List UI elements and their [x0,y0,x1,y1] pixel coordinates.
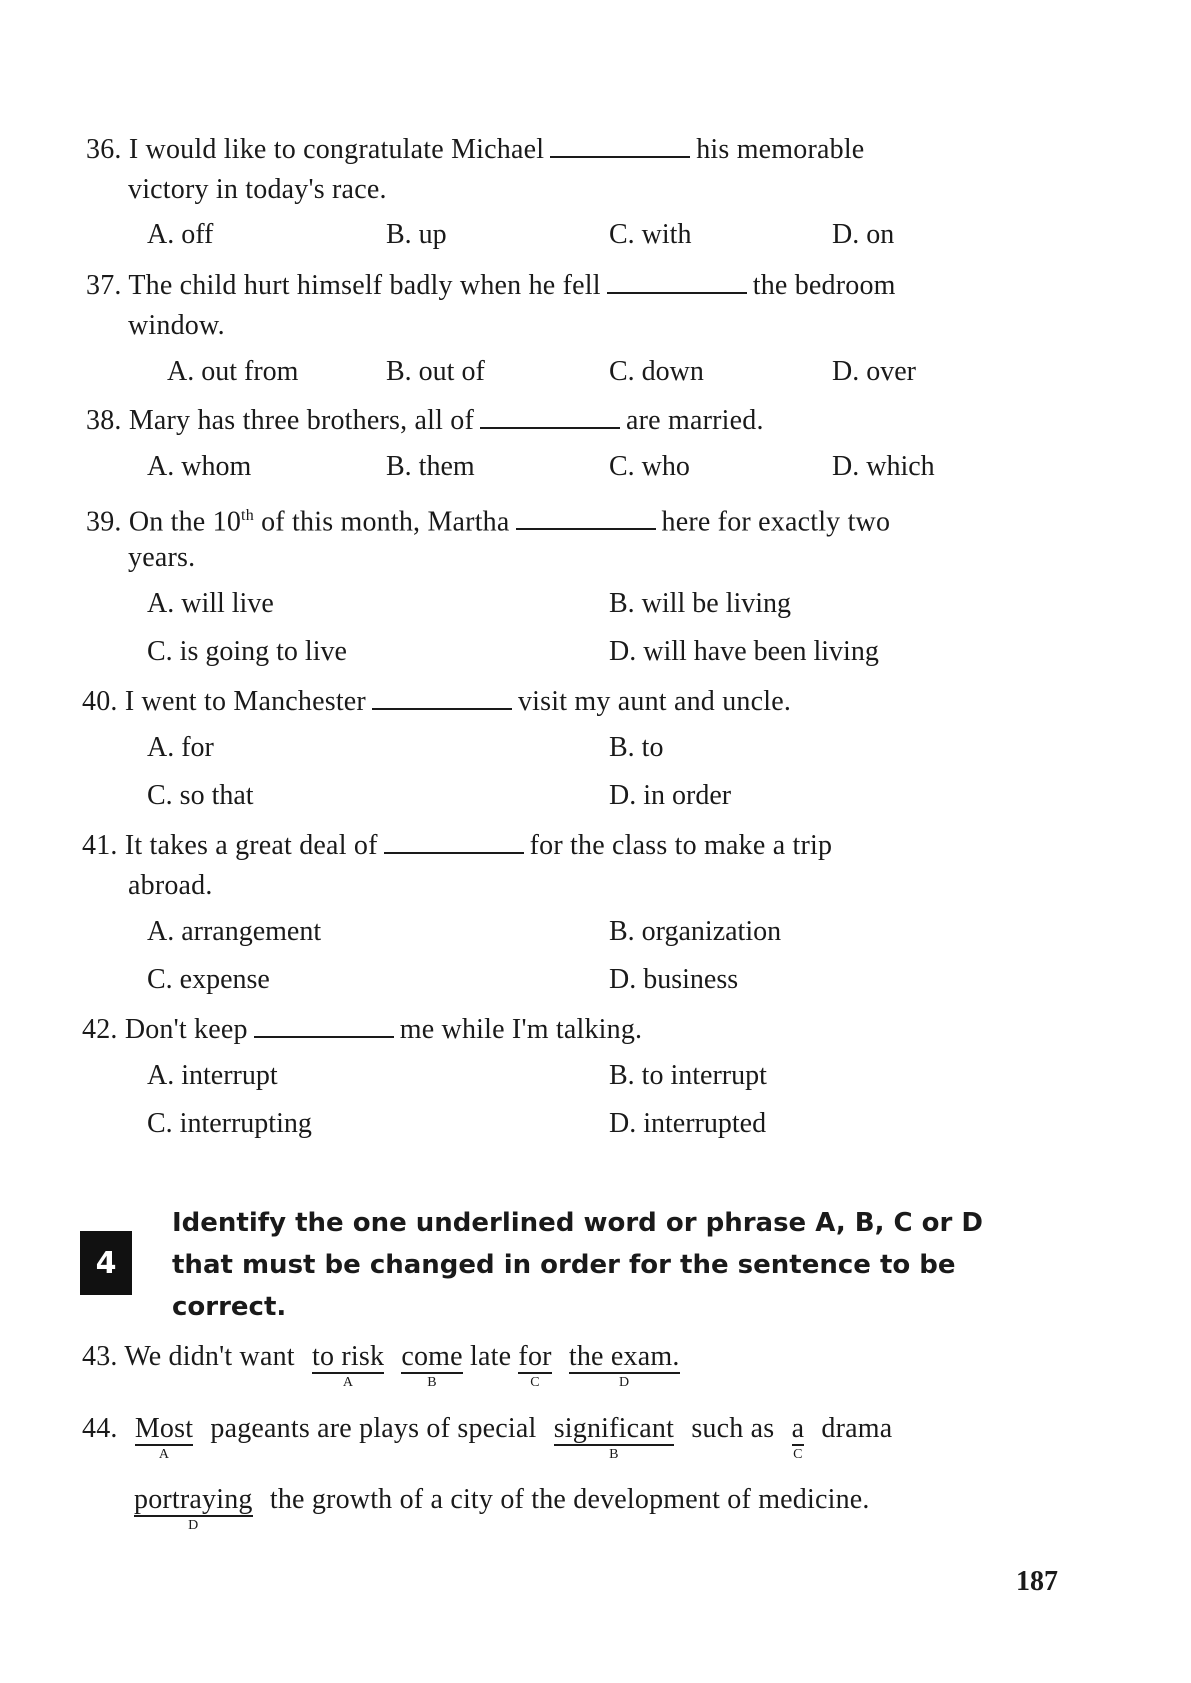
option-b: B. to [609,732,664,763]
question-text: for the class to make a trip [529,830,833,861]
underlined-choice-a: Most A [134,1413,194,1462]
option-c: C. interrupting [147,1108,312,1139]
question-37-line2: window. [128,310,225,341]
underlined-choice-d: the exam. D [568,1341,680,1390]
question-40-line1 [82,684,791,718]
question-number: 43. [82,1341,118,1372]
option-c: C. is going to live [147,636,347,667]
choice-letter: B [427,1375,437,1390]
question-text: the bedroom [752,270,896,301]
choice-letter: C [530,1375,540,1390]
underlined-choice-a: to risk A [311,1341,385,1390]
underlined-choice-b: come B [401,1341,463,1390]
option-c: C. expense [147,964,270,995]
answer-blank [516,504,656,530]
option-c: C. so that [147,780,254,811]
question-text: drama [821,1413,893,1444]
answer-blank [384,828,524,854]
answer-blank [550,132,690,158]
answer-blank [254,1012,394,1038]
option-b: B. will be living [609,588,791,619]
question-text: the growth of a city of the development of medicine. [269,1484,870,1515]
underlined-choice-c: for C [518,1341,552,1390]
answer-blank [480,403,620,429]
section-instruction-line1: Identify the one underlined word or phrase A, B, C or D [172,1208,983,1238]
option-d: D. interrupted [609,1108,767,1139]
question-43 [82,1341,680,1390]
ordinal-suffix: th [241,507,254,524]
choice-letter: B [609,1447,619,1462]
question-41-line1 [82,828,832,862]
section-instruction-line2: that must be changed in order for the sentence to be [172,1250,956,1280]
question-number: 42. [82,1014,118,1045]
question-37-line1 [86,268,896,302]
question-text: his memorable [696,134,865,165]
question-44-line2 [134,1484,870,1533]
choice-letter: D [188,1518,199,1533]
section-instruction-line3: correct. [172,1292,287,1322]
question-text: I went to Manchester [124,686,366,717]
question-text: Mary has three brothers, all of [128,405,475,436]
question-number: 37. [86,270,122,301]
option-c: C. down [609,356,704,387]
question-text: late [470,1341,512,1372]
choice-letter: C [793,1447,803,1462]
underlined-choice-d: portraying D [134,1484,253,1533]
option-a: A. interrupt [147,1060,278,1091]
underlined-choice-c: a C [791,1413,805,1462]
question-44-line1 [82,1413,893,1462]
option-d: D. over [832,356,916,387]
question-number: 36. [86,134,122,165]
option-a: A. arrangement [147,916,322,947]
question-number: 38. [86,405,122,436]
option-d: D. on [832,219,895,250]
question-38-line1 [86,403,764,437]
question-number: 40. [82,686,118,717]
option-b: B. them [386,451,475,482]
option-b: B. to interrupt [609,1060,767,1091]
option-a: A. for [147,732,214,763]
question-number: 39. [86,506,122,538]
option-b: B. organization [609,916,782,947]
section-number-badge: 4 [80,1231,132,1295]
question-text: such as [691,1413,775,1444]
question-text: here for exactly two [661,506,891,538]
question-text: On the 10 [128,506,242,538]
option-b: B. up [386,219,447,250]
question-41-line2: abroad. [128,870,213,901]
option-d: D. business [609,964,739,995]
option-b: B. out of [386,356,485,387]
question-text: Don't keep [124,1014,248,1045]
choice-letter: D [619,1375,630,1390]
option-a: A. off [147,219,214,250]
question-text: visit my aunt and uncle. [517,686,792,717]
choice-letter: A [158,1447,170,1462]
page-number: 187 [1016,1566,1058,1597]
question-text: I would like to congratulate Michael [128,134,545,165]
answer-blank [372,684,512,710]
choice-letter: A [342,1375,354,1390]
question-39-line1 [86,500,890,538]
underlined-choice-b: significant B [553,1413,675,1462]
option-d: D. will have been living [609,636,879,667]
question-text: me while I'm talking. [399,1014,643,1045]
question-36-line1 [86,132,864,166]
question-text: The child hurt himself badly when he fell [128,270,601,301]
answer-blank [607,268,747,294]
question-text: are married. [626,405,764,436]
option-c: C. who [609,451,690,482]
question-42-line1 [82,1012,642,1046]
option-a: A. out from [167,356,299,387]
option-a: A. will live [147,588,274,619]
question-number: 44. [82,1413,118,1444]
question-39-line2: years. [128,542,196,573]
option-d: D. in order [609,780,732,811]
option-c: C. with [609,219,692,250]
question-text: pageants are plays of special [210,1413,537,1444]
question-number: 41. [82,830,118,861]
question-text: of this month, Martha [253,506,510,538]
question-text: It takes a great deal of [124,830,378,861]
question-text: We didn't want [124,1341,295,1372]
option-a: A. whom [147,451,252,482]
option-d: D. which [832,451,935,482]
question-36-line2: victory in today's race. [128,174,387,205]
